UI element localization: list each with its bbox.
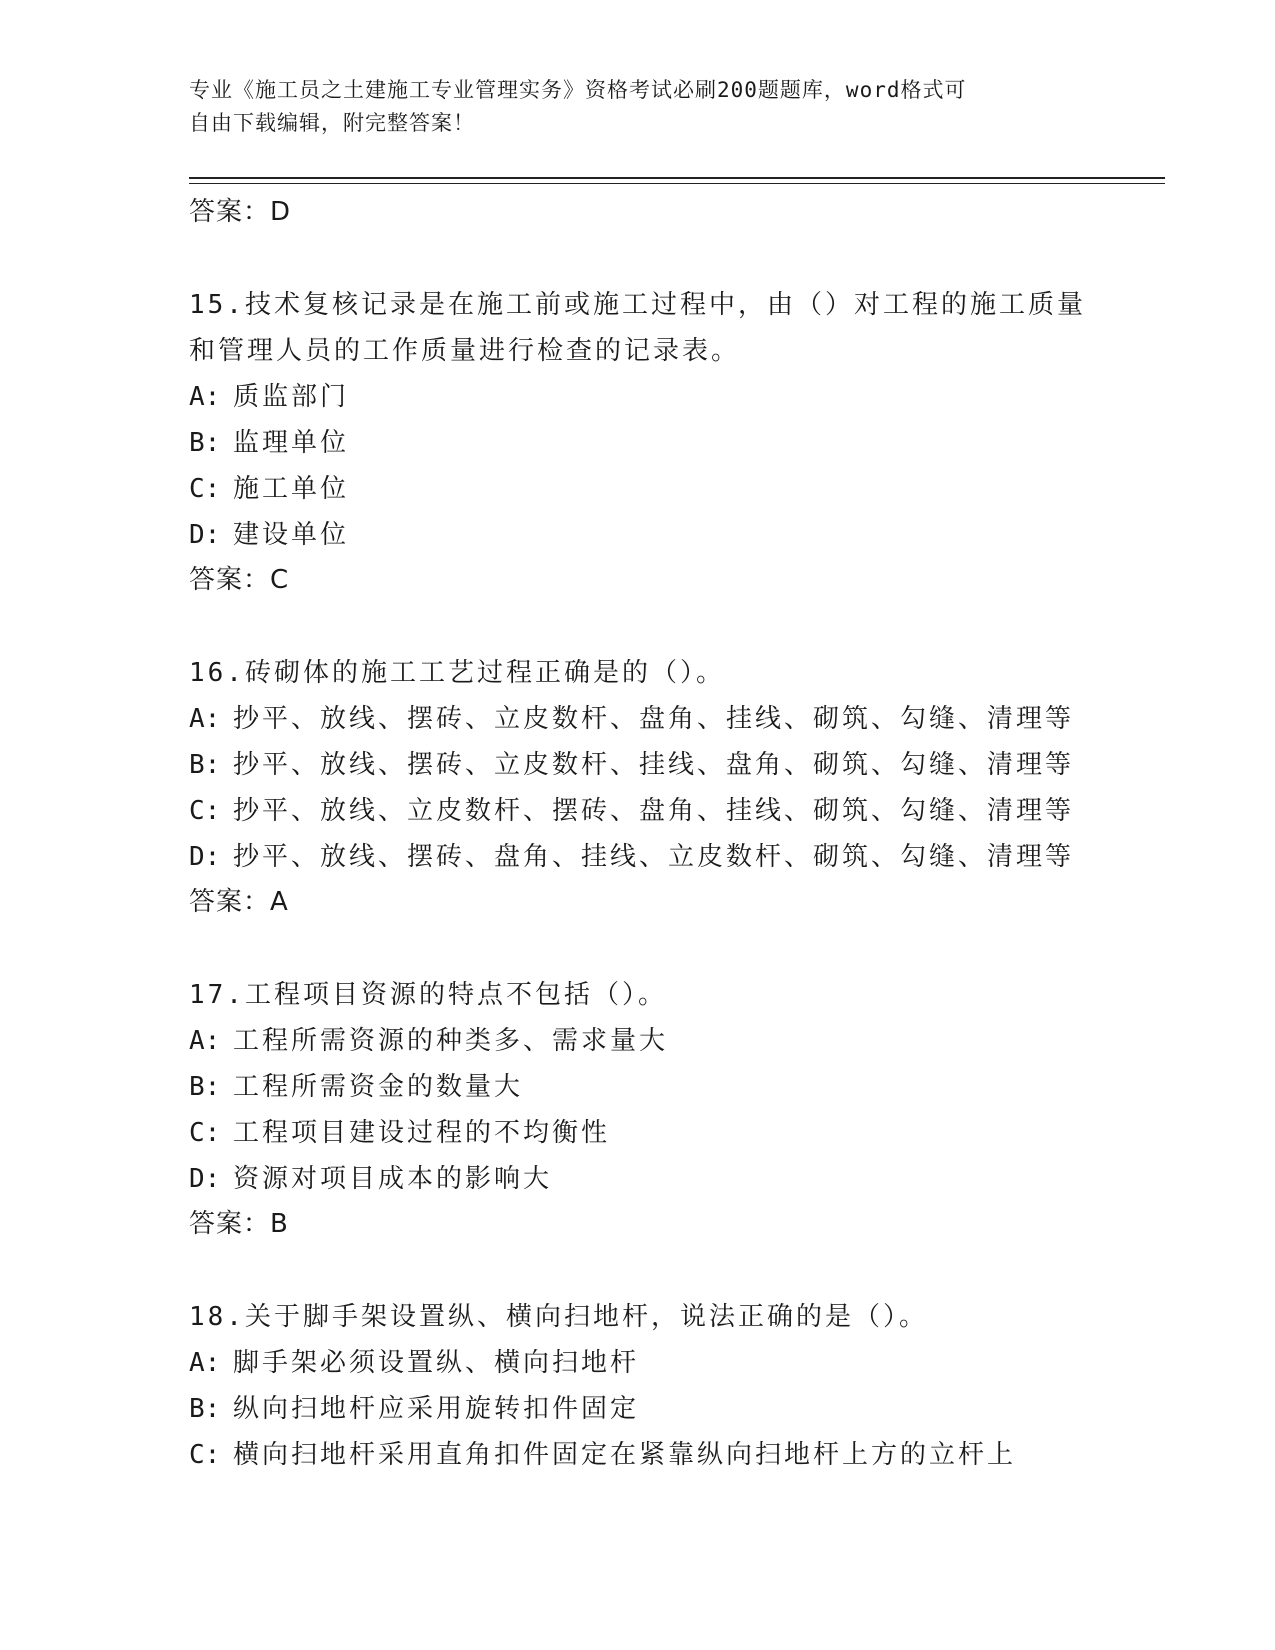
question-17-stem: 17.工程项目资源的特点不包括（）。: [189, 980, 667, 1010]
header-line-2: 自由下载编辑，附完整答案！: [189, 111, 475, 135]
answer-q17: 答案：B: [189, 1209, 289, 1239]
option-text: 抄平、放线、摆砖、盘角、挂线、立皮数杆、砌筑、勾缝、清理等: [233, 842, 1075, 872]
option-text: 抄平、放线、立皮数杆、摆砖、盘角、挂线、砌筑、勾缝、清理等: [233, 796, 1075, 826]
question-17-option-a: [189, 1018, 1149, 1064]
question-15-option-a: [189, 374, 1149, 420]
option-key: C:: [189, 1440, 221, 1470]
option-key: B:: [189, 1394, 221, 1424]
answer-q14: 答案：D: [189, 197, 292, 227]
question-15-option-d: [189, 512, 1149, 558]
question-16-option-d: [189, 834, 1149, 880]
option-key: D:: [189, 1164, 221, 1194]
question-15-stem-line-1: 15.技术复核记录是在施工前或施工过程中，由（）对工程的施工质量: [189, 290, 1086, 320]
option-text: 抄平、放线、摆砖、立皮数杆、盘角、挂线、砌筑、勾缝、清理等: [233, 704, 1075, 734]
option-text: 脚手架必须设置纵、横向扫地杆: [233, 1348, 640, 1378]
option-key: B:: [189, 1072, 221, 1102]
option-text: 施工单位: [233, 474, 350, 504]
option-key: C:: [189, 474, 221, 504]
question-15-option-b: [189, 420, 1149, 466]
option-text: 工程项目建设过程的不均衡性: [233, 1118, 611, 1148]
answer-q16: 答案：A: [189, 887, 289, 917]
question-17-option-d: [189, 1156, 1149, 1202]
option-text: 横向扫地杆采用直角扣件固定在紧靠纵向扫地杆上方的立杆上: [233, 1440, 1017, 1470]
question-15: [189, 282, 1149, 602]
question-17-option-c: [189, 1110, 1149, 1156]
answer-q15: 答案：C: [189, 565, 290, 595]
option-text: 建设单位: [233, 520, 350, 550]
option-text: 工程所需资金的数量大: [233, 1072, 524, 1102]
question-17-option-b: [189, 1064, 1149, 1110]
question-18-option-b: [189, 1386, 1149, 1432]
question-15-option-c: [189, 466, 1149, 512]
option-key: B:: [189, 750, 221, 780]
question-16-option-a: [189, 696, 1149, 742]
option-key: C:: [189, 796, 221, 826]
header-divider-thin: [189, 183, 1165, 184]
option-key: A:: [189, 704, 221, 734]
option-text: 监理单位: [233, 428, 350, 458]
option-key: A:: [189, 1026, 221, 1056]
question-16-option-c: [189, 788, 1149, 834]
option-text: 质监部门: [233, 382, 350, 412]
header-line-1: 专业《施工员之土建施工专业管理实务》资格考试必刷200题题库，word格式可: [189, 78, 967, 102]
document-body: [189, 190, 1149, 1478]
question-16: [189, 650, 1149, 924]
question-17: [189, 972, 1149, 1246]
option-text: 工程所需资源的种类多、需求量大: [233, 1026, 669, 1056]
option-key: C:: [189, 1118, 221, 1148]
option-key: A:: [189, 382, 221, 412]
header-divider-thick: [189, 177, 1165, 179]
question-18-stem: 18.关于脚手架设置纵、横向扫地杆，说法正确的是（）。: [189, 1302, 928, 1332]
question-18: [189, 1294, 1149, 1478]
question-16-option-b: [189, 742, 1149, 788]
option-key: B:: [189, 428, 221, 458]
option-text: 纵向扫地杆应采用旋转扣件固定: [233, 1394, 640, 1424]
option-key: D:: [189, 842, 221, 872]
question-18-option-c: [189, 1432, 1149, 1478]
question-16-stem: 16.砖砌体的施工工艺过程正确是的（）。: [189, 658, 725, 688]
option-key: A:: [189, 1348, 221, 1378]
question-18-option-a: [189, 1340, 1149, 1386]
option-text: 资源对项目成本的影响大: [233, 1164, 553, 1194]
option-text: 抄平、放线、摆砖、立皮数杆、挂线、盘角、砌筑、勾缝、清理等: [233, 750, 1075, 780]
document-header: [189, 74, 1089, 140]
option-key: D:: [189, 520, 221, 550]
question-15-stem-line-2: 和管理人员的工作质量进行检查的记录表。: [189, 336, 741, 366]
